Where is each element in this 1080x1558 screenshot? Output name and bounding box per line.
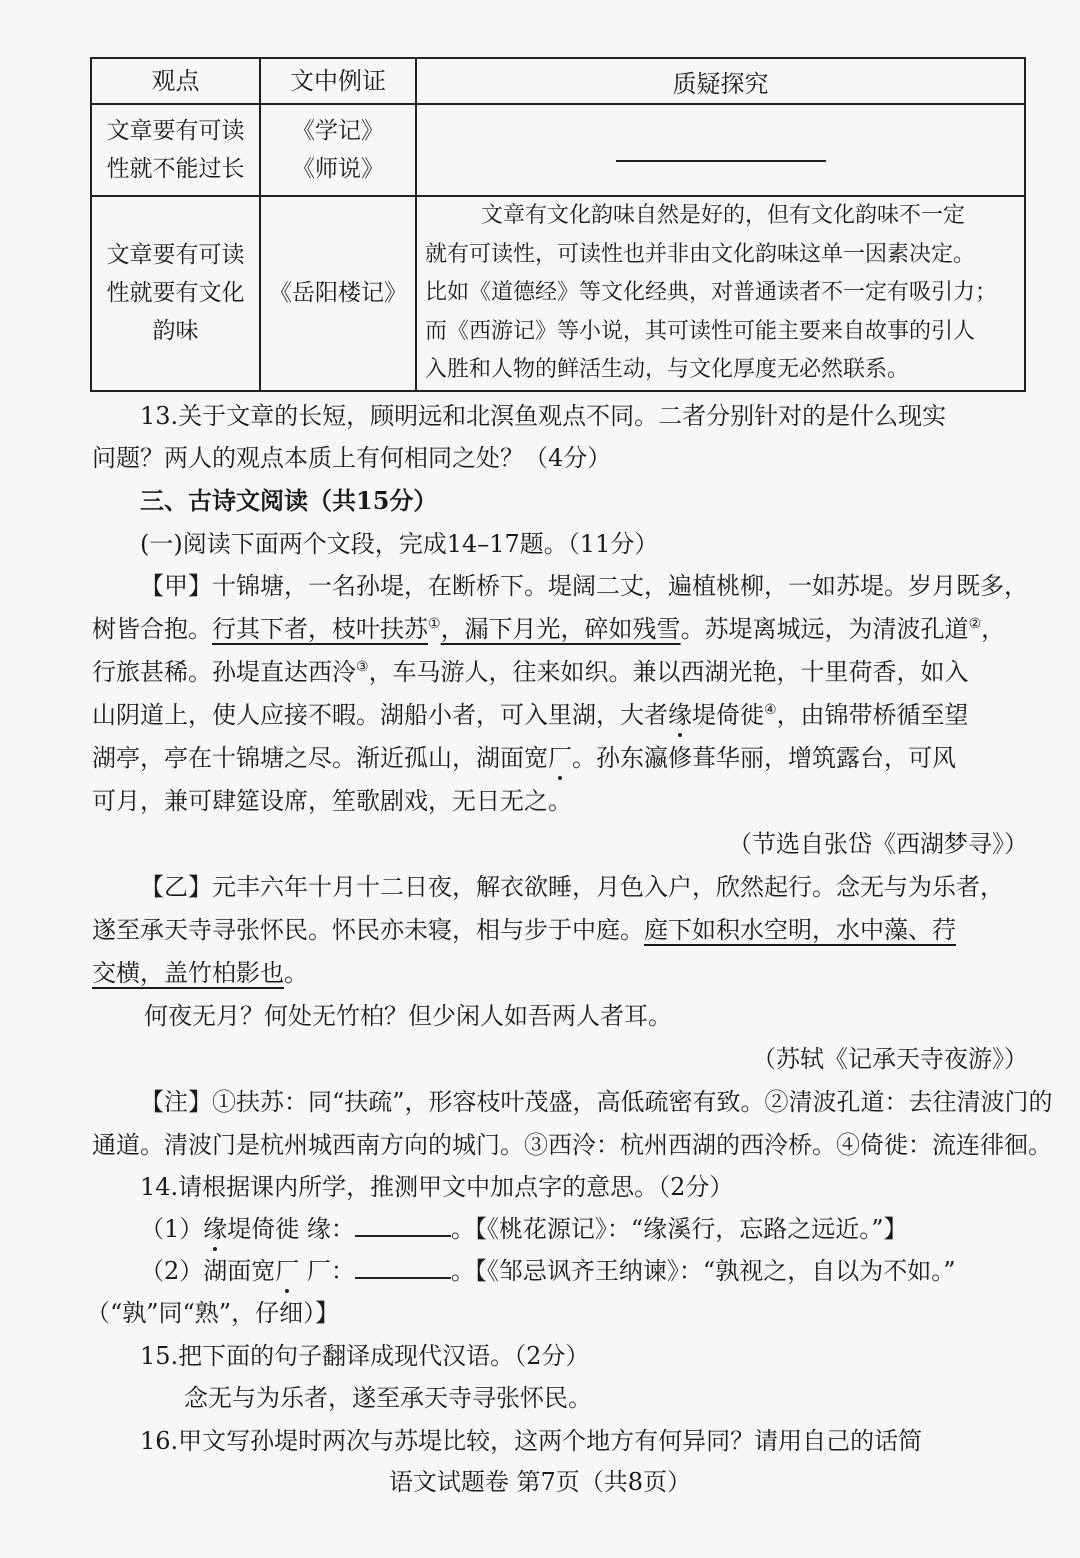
q14-item-2-cont: （“孰”同“熟”，仔细）】 [86, 1299, 340, 1327]
page-footer: 语文试题卷 第7页（共8页） [388, 1468, 692, 1496]
passage-yi-source: （苏轼《记承天寺夜游》） [752, 1045, 1028, 1073]
viewpoint-line: 文章要有可读 [106, 242, 245, 269]
inquiry-answer-cell[interactable] [416, 104, 1025, 196]
viewpoint-line: 性就不能过长 [106, 156, 245, 182]
analysis-table [90, 57, 1026, 392]
q15-stem: 15.把下面的句子翻译成现代汉语。（2分） [140, 1342, 590, 1370]
q13-line: 问题？两人的观点本质上有何相同之处？（4分） [92, 444, 612, 472]
answer-blank-line[interactable] [616, 138, 826, 162]
viewpoint-line: 韵味 [152, 318, 199, 345]
inquiry-line: 就有可读性，可读性也并非由文化韵味这单一因素决定。 [425, 241, 976, 267]
q16-stem: 16.甲文写孙堤时两次与苏堤比较，这两个地方有何异同？请用自己的话简 [140, 1427, 923, 1455]
passage-yi-line: 【乙】元丰六年十月十二日夜，解衣欲睡，月色入户，欣然起行。念无与为乐者， [140, 873, 1004, 901]
evidence-cell [260, 196, 416, 391]
header-evidence: 文中例证 [260, 58, 416, 104]
table-header-row [91, 58, 1025, 104]
inquiry-cell [416, 196, 1025, 391]
passage-yi-line: 何夜无月？何处无竹柏？但少闲人如吾两人者耳。 [144, 1002, 672, 1030]
header-inquiry: 质疑探究 [416, 58, 1025, 104]
evidence-line: 《师说》 [292, 156, 384, 182]
inquiry-line: 入胜和人物的鲜活生动，与文化厚度无必然联系。 [425, 357, 910, 382]
passage-jia-line: 【甲】十锦塘，一名孙堤，在断桥下。堤阔二丈，遍植桃柳，一如苏堤。岁月既多， [140, 572, 1028, 600]
evidence-line: 《岳阳楼记》 [269, 280, 407, 307]
passage-yi-line: 遂至承天寺寻张怀民。怀民亦未寝，相与步于中庭。庭下如积水空明，水中藻、荇 [92, 916, 956, 944]
passage-jia-line: 行旅甚稀。孙堤直达西泠③，车马游人，往来如织。兼以西湖光艳，十里荷香，如入 [92, 658, 969, 686]
viewpoint-line: 性就要有文化 [106, 280, 245, 307]
passage-jia-line: 山阴道上，使人应接不暇。湖船小者，可入里湖，大者缘堤倚徙④，由锦带桥循至望 [92, 701, 969, 729]
header-viewpoint: 观点 [91, 58, 260, 104]
table-row [91, 104, 1025, 196]
answer-blank[interactable] [355, 1257, 451, 1279]
inquiry-line: 而《西游记》等小说，其可读性可能主要来自故事的引人 [425, 318, 976, 344]
passage-jia-line: 树皆合抱。行其下者，枝叶扶苏①，漏下月光，碎如残雪。苏堤离城远，为清波孔道②， [92, 615, 1006, 643]
part-heading: (一)阅读下面两个文段，完成14–17题。（11分） [140, 530, 659, 558]
evidence-line: 《学记》 [292, 118, 384, 144]
answer-blank[interactable] [355, 1215, 451, 1237]
viewpoint-line: 文章要有可读 [106, 118, 245, 144]
section-heading: 三、古诗文阅读（共15分） [140, 486, 438, 515]
inquiry-line: 比如《道德经》等文化经典，对普通读者不一定有吸引力； [425, 280, 998, 305]
viewpoint-cell [91, 196, 260, 391]
passage-jia-line: 可月，兼可肆筵设席，笙歌剧戏，无日无之。 [92, 787, 572, 815]
q13-line: 13.关于文章的长短，顾明远和北溟鱼观点不同。二者分别针对的是什么现实 [140, 402, 947, 430]
notes-line: 【注】①扶苏：同“扶疏”，形容枝叶茂盛，高低疏密有致。②清波孔道：去往清波门的 [140, 1088, 1053, 1116]
q14-stem: 14.请根据课内所学，推测甲文中加点字的意思。（2分） [140, 1173, 734, 1201]
q14-item-1: （1）缘堤倚徙 缘： 。【《桃花源记》：“缘溪行，忘路之远近。”】 [140, 1215, 908, 1243]
notes-line: 通道。清波门是杭州城西南方向的城门。③西泠：杭州西湖的西泠桥。④倚徙：流连徘徊。 [92, 1131, 1052, 1159]
inquiry-line: 文章有文化韵味自然是好的，但有文化韵味不一定 [481, 203, 966, 228]
table-row [91, 196, 1025, 391]
q14-item-2: （2）湖面宽厂 厂： 。【《邹忌讽齐王纳谏》：“孰视之，自以为不如。” [140, 1257, 956, 1285]
q15-sentence: 念无与为乐者，遂至承天寺寻张怀民。 [184, 1384, 592, 1412]
viewpoint-cell [91, 104, 260, 196]
passage-jia-source: （节选自张岱《西湖梦寻》） [728, 830, 1028, 858]
evidence-cell [260, 104, 416, 196]
passage-jia-line: 湖亭，亭在十锦塘之尽。渐近孤山，湖面宽厂。孙东瀛修葺华丽，增筑露台，可风 [92, 744, 956, 772]
passage-yi-line: 交横，盖竹柏影也。 [92, 959, 308, 987]
